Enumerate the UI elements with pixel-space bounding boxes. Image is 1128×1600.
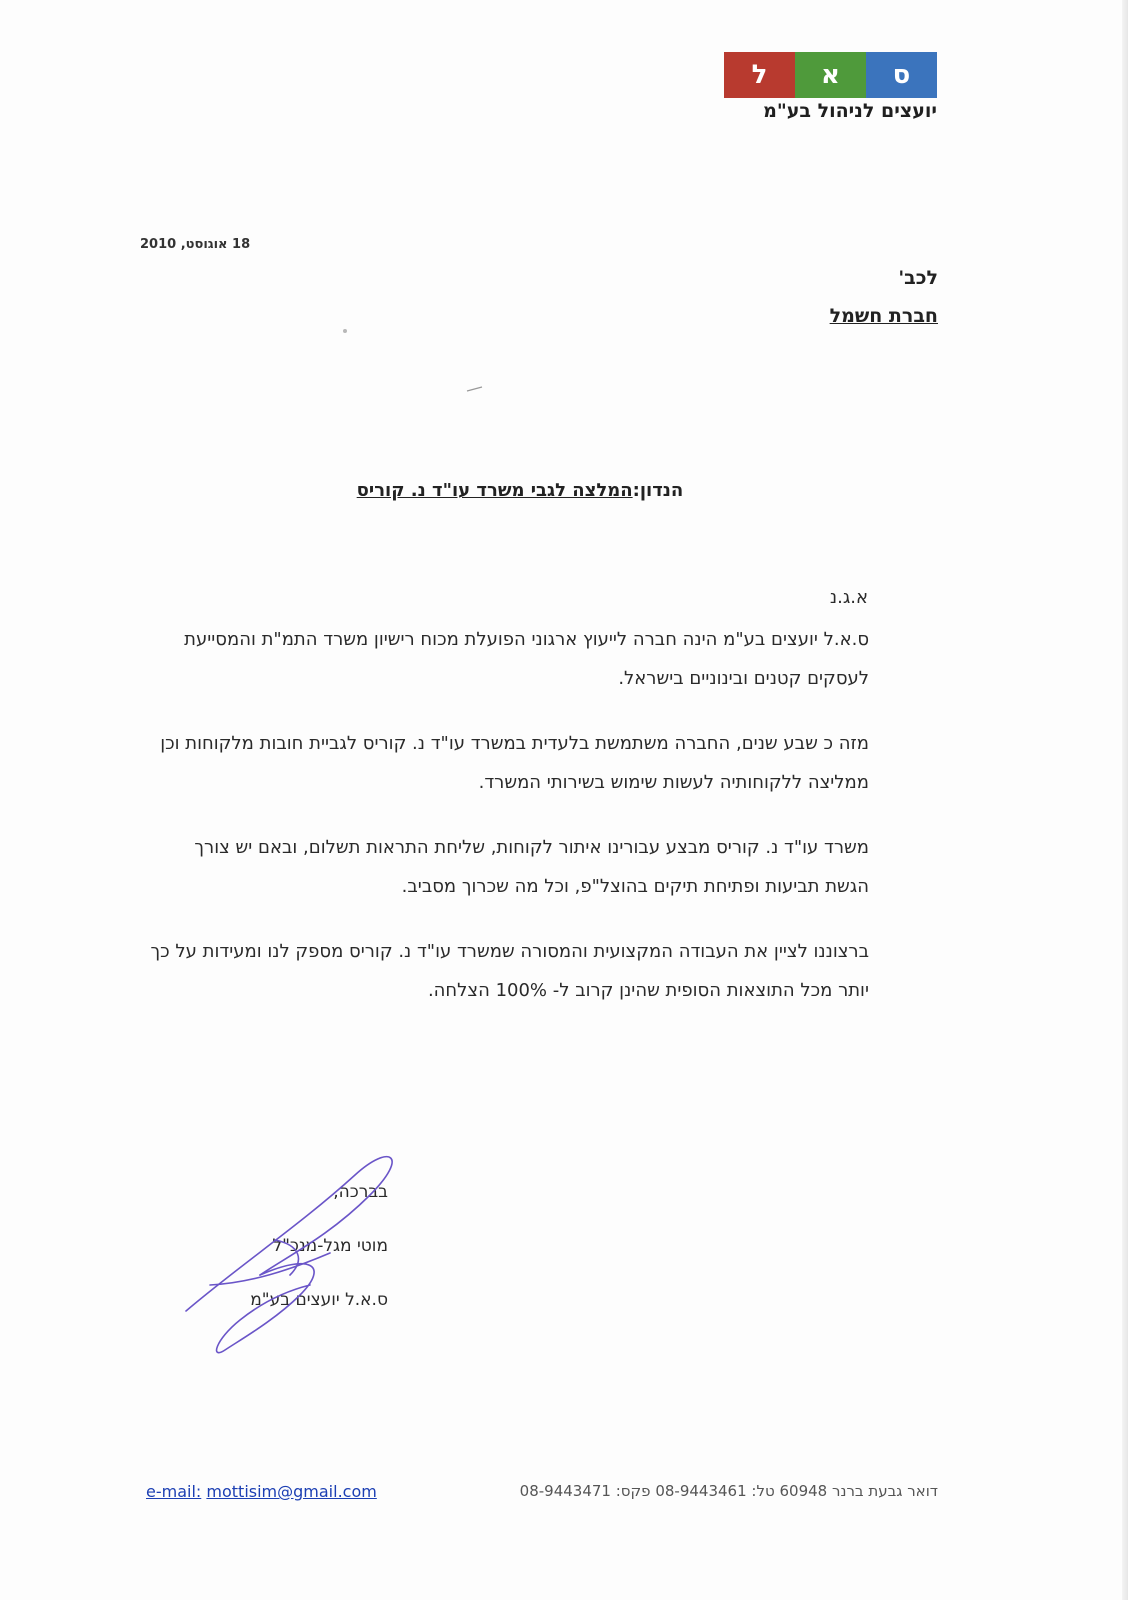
- footer-email: [146, 1482, 377, 1501]
- logo-letter-lamed: ל: [724, 52, 795, 98]
- footer-address: דואר גבעת ברנר 60948 טל: 08-9443461 פקס: 08-9443471: [519, 1482, 938, 1500]
- paragraph-3: משרד עו"ד נ. קוריס מבצע עבורינו איתור לקוחות, שליחת התראות תשלום, ובאם יש צורך הגשת תביעות ופתיחת תיקים בהוצל"פ, וכל מה שכרוך מסביב.: [194, 837, 869, 897]
- subject-label: הנדון:: [632, 480, 684, 501]
- email-address-link[interactable]: mottisim@gmail.com: [206, 1482, 377, 1501]
- logo-letter-alef: א: [795, 52, 866, 98]
- recipient-company: חברת חשמל: [829, 305, 938, 327]
- logo-blocks: [724, 52, 937, 98]
- scan-speck: [340, 326, 350, 336]
- email-label-link[interactable]: e-mail:: [146, 1482, 202, 1501]
- logo-tagline: יועצים לניהול בע"מ: [763, 100, 937, 122]
- subject-line: [300, 480, 740, 501]
- signer-company: ס.א.ל יועצים בע"מ: [250, 1290, 388, 1310]
- closing-text: בברכה,: [333, 1182, 388, 1202]
- to-label: לכב': [898, 267, 938, 289]
- paragraph-4: ברצוננו לציין את העבודה המקצועית והמסורה שמשרד עו"ד נ. קוריס מספק לנו ומעידות על כך יותר מכל התוצאות הסופית שהינן קרוב ל- 100% הצלחה.: [150, 941, 869, 1001]
- page-edge-shadow: [1122, 0, 1128, 1600]
- letter-body: [145, 620, 869, 1036]
- logo-letter-samech: ס: [866, 52, 937, 98]
- subject-text: המלצה לגבי משרד עו"ד נ. קוריס: [356, 480, 633, 501]
- paragraph-1: ס.א.ל יועצים בע"מ הינה חברה לייעוץ ארגוני הפועלת מכוח רישיון משרד התמ"ת והמסייעת לעסקים קטנים ובינוניים בישראל.: [184, 629, 869, 689]
- greeting: א.ג.נ: [829, 587, 868, 608]
- scan-scratch: [466, 385, 484, 393]
- paragraph-2: מזה כ שבע שנים, החברה משתמשת בלעדית במשרד עו"ד נ. קוריס לגביית חובות מלקוחות וכן ממליצה ללקוחותיה לעשות שימוש בשירותי המשרד.: [160, 733, 869, 793]
- handwritten-signature: [180, 1135, 410, 1365]
- company-logo: [724, 52, 937, 122]
- signer-name: מוטי מגל-מנכ"ל: [272, 1236, 388, 1256]
- letter-date: 18 אוגוסט, 2010: [140, 237, 251, 252]
